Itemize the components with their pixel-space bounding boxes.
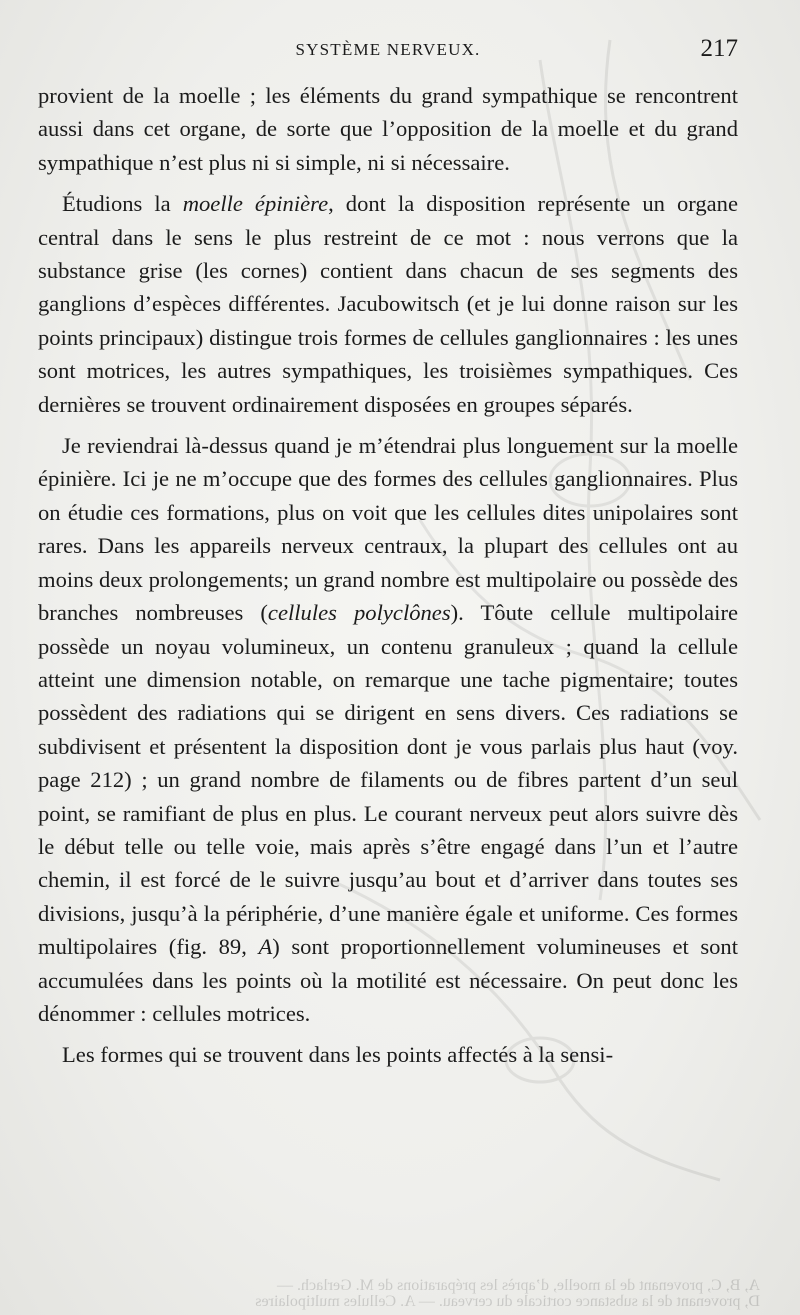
- italic-term-cellules-polyclones: cellules polyclônes: [267, 600, 451, 626]
- paragraph-2: [38, 187, 738, 421]
- paragraph-2-text-rest: , dont la disposition représente un organe central dans le sens le plus restreint de ce mot : nous verrons que la substance grise (les cornes) contient dans chacun de ses segments des ganglions d’espèces différentes. Jacubowitsch (et je lui donne raison sur les points principaux) distingue trois formes de cellules ganglionnaires : les unes sont motrices, les autres sympathiques, les troisièmes sympathiques. Ces dernières se trouvent ordinairement disposées en groupes séparés.: [38, 191, 739, 417]
- paragraph-2-text-start: Étudions la: [62, 191, 183, 217]
- paragraph-3-text-end: ) sont proportionnellement volumineuses et sont accumulées dans les points où la motilité est nécessaire. On peut donc les dénommer : cellules motrices.: [38, 934, 738, 1026]
- bleed-through-line-2: D, provenant de la substance corticale du cerveau. — A. Cellules multipolaires: [255, 1293, 760, 1310]
- bleed-through-caption: [60, 1278, 760, 1312]
- italic-term-moelle-epiniere: moelle épinière: [182, 191, 329, 217]
- page-header: [38, 36, 738, 68]
- running-head: SYSTÈME NERVEUX.: [295, 40, 481, 59]
- paragraph-4: Les formes qui se trouvent dans les points affectés à la sensi-: [62, 1042, 614, 1068]
- body-text: [38, 79, 738, 1072]
- paragraph-1: provient de la moelle ; les éléments du grand sympathique se rencontrent aussi dans cet organe, de sorte que l’opposition de la moelle et du grand sympathique n’est plus ni si simple, ni si nécessaire.: [38, 83, 738, 175]
- page-number: 217: [700, 35, 738, 62]
- paragraph-3: [38, 429, 738, 1030]
- paragraph-3-text-middle: ). Tôute cellule multipolaire possède un noyau volumineux, un contenu granuleux ; quand la cellule atteint une dimension notable, on remarque une tache pigmentaire; toutes possèdent des radiations qui se dirigent en sens divers. Ces radiations se subdivisent et présentent la disposition dont je vous parlais plus haut (voy. page 212) ; un grand nombre de filaments ou de fibres partent d’un seul point, se ramifiant de plus en plus. Le courant nerveux peut alors suivre dès le début telle ou telle voie, mais après s’être engagé dans l’un et l’autre chemin, il est forcé de le suivre jusqu’au bout et d’arriver dans toutes ses divisions, jusqu’à la périphérie, d’une manière égale et uniforme. Ces formes multipolaires (fig. 89,: [38, 600, 738, 960]
- bleed-through-line-1: A, B, C, provenant de la moelle, d’après les préparations de M. Gerlach. —: [277, 1278, 760, 1294]
- paragraph-3-text-start: Je reviendrai là-dessus quand je m’étendrai plus longuement sur la moelle épinière. Ici je ne m’occupe que des formes des cellules ganglionnaires. Plus on étudie ces formations, plus on voit que les cellules dites unipolaires sont rares. Dans les appareils nerveux centraux, la plupart des cellules ont au moins deux prolongements; un grand nombre est multipolaire ou possède des branches nombreuses (: [38, 433, 738, 626]
- figure-letter: A: [258, 934, 273, 960]
